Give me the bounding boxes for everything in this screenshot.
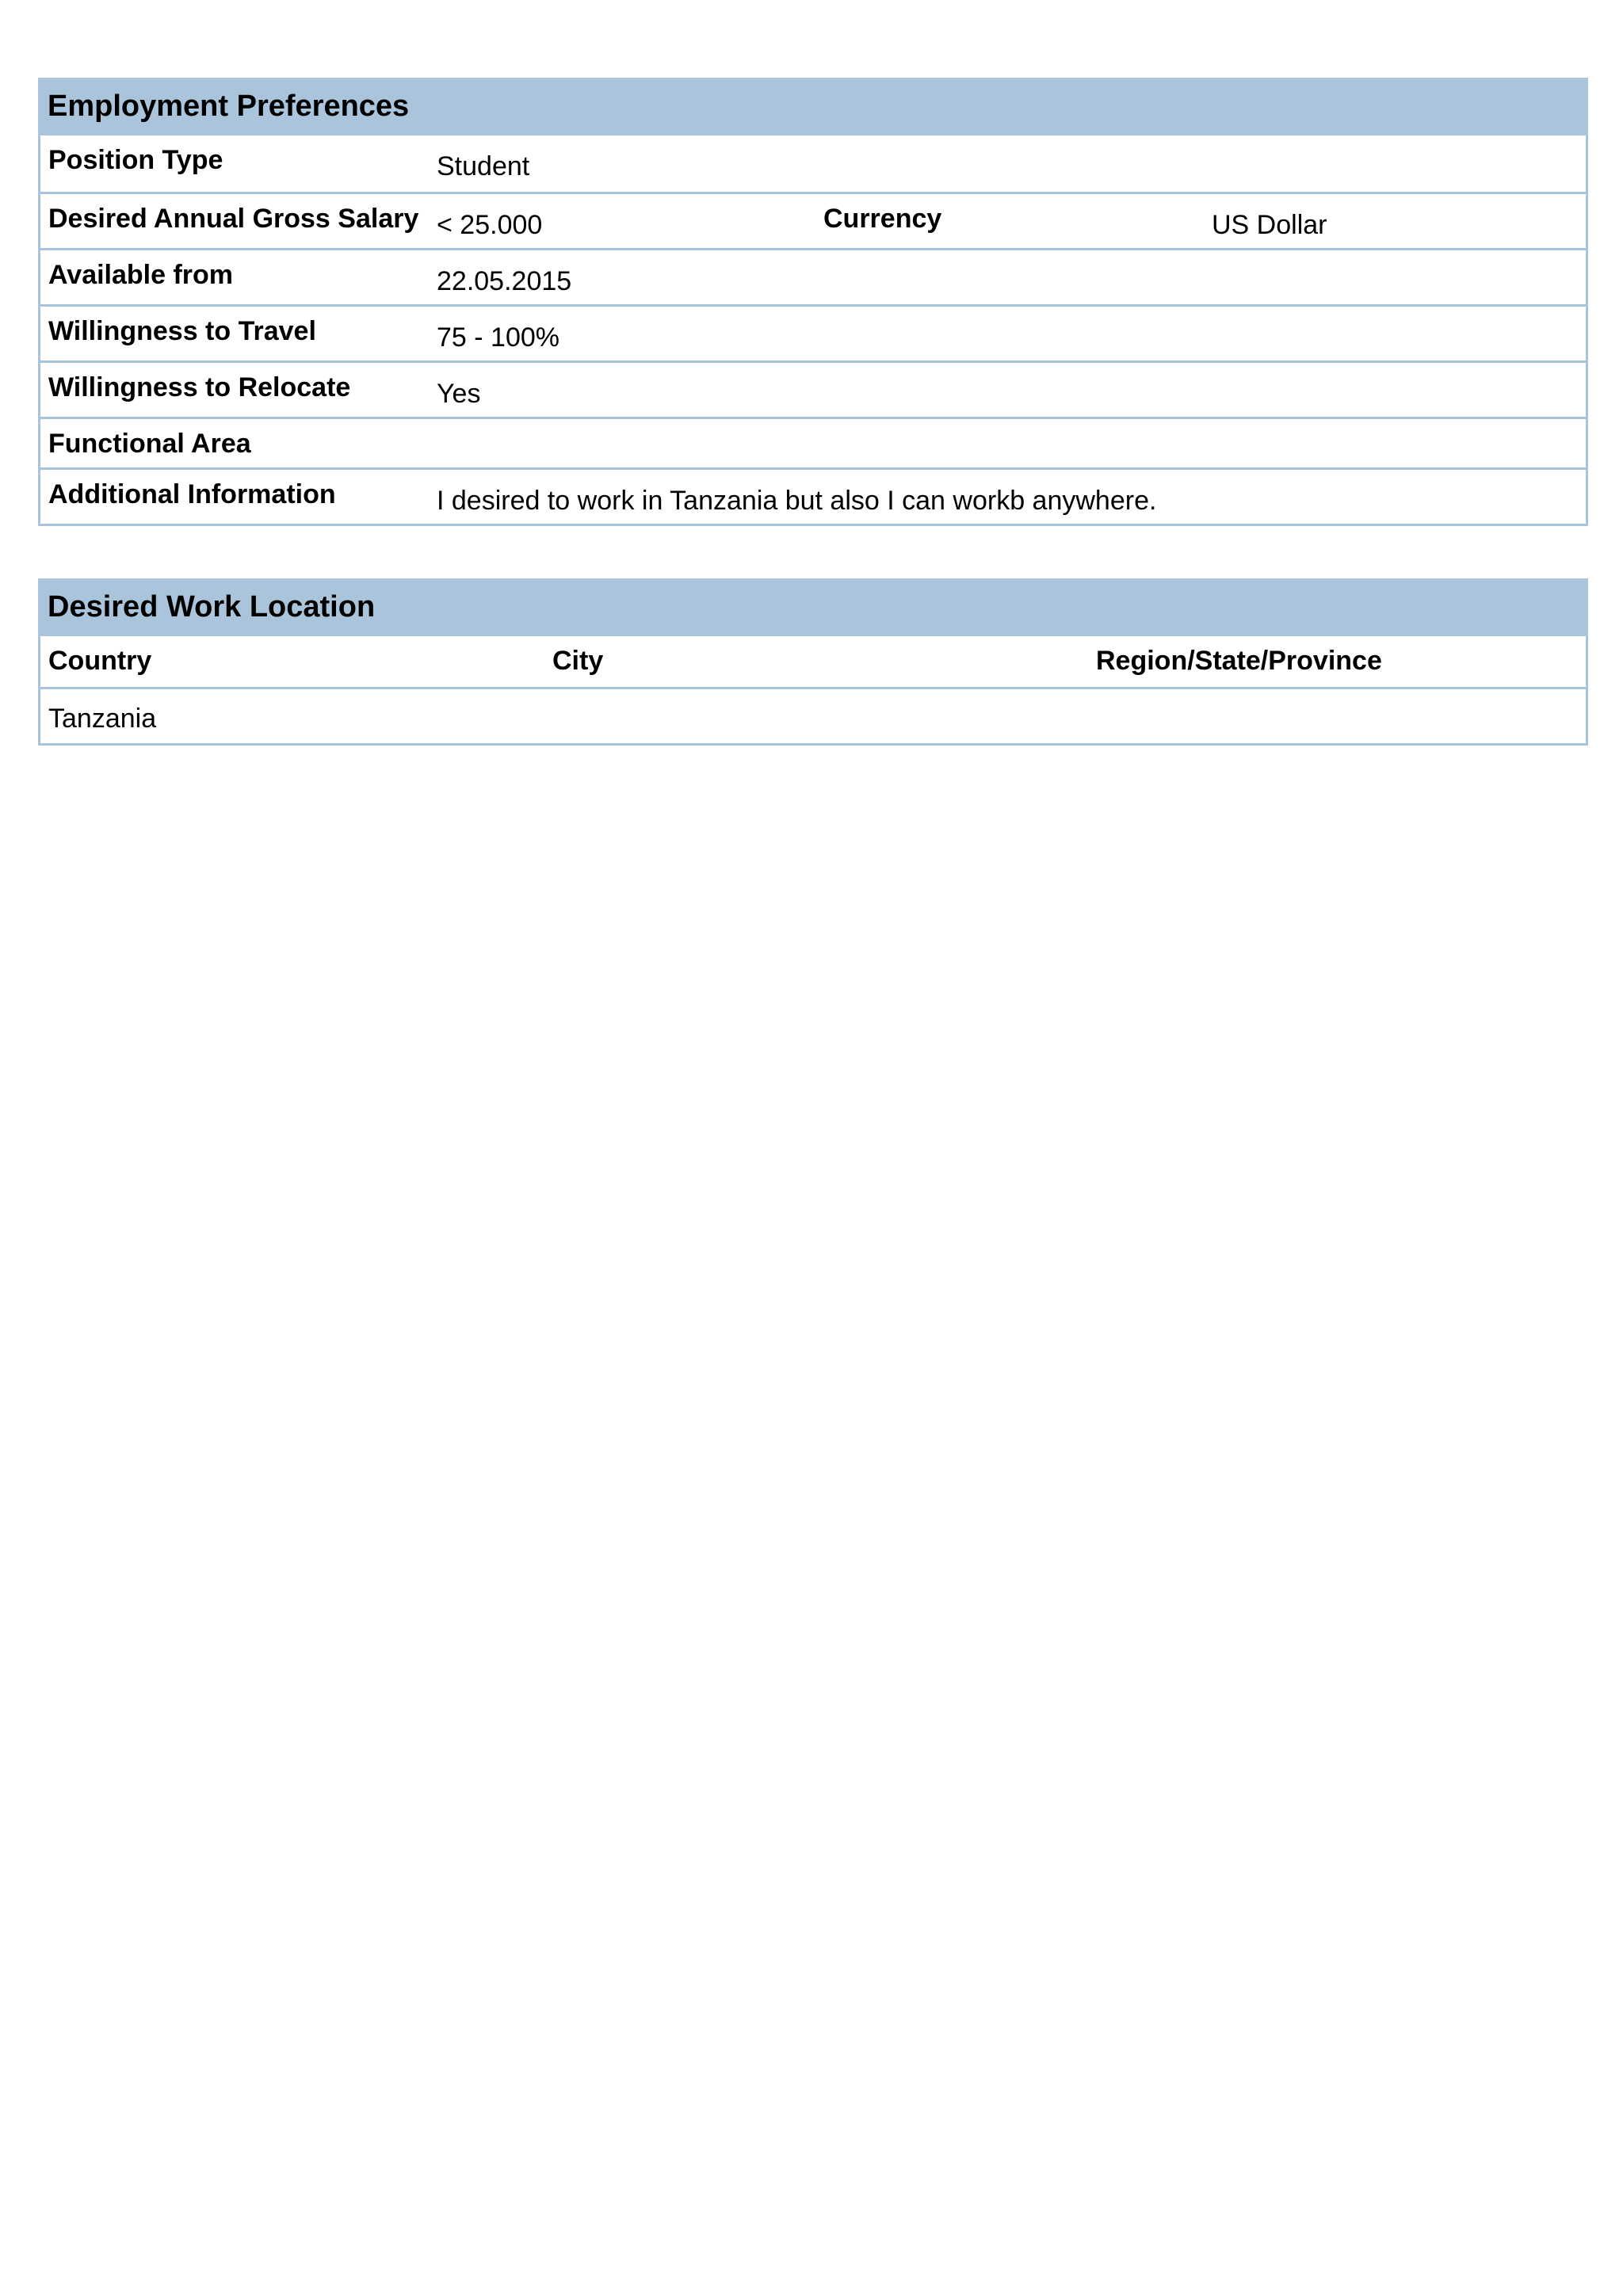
additional-info-label: Additional Information [48, 479, 336, 509]
position-type-row [40, 135, 1586, 192]
relocate-label: Willingness to Relocate [48, 372, 351, 402]
relocate-value: Yes [437, 379, 481, 409]
desired-work-location-title: Desired Work Location [38, 578, 1588, 636]
available-from-label: Available from [48, 260, 234, 290]
employment-preferences-title: Employment Preferences [38, 78, 1588, 135]
salary-label: Desired Annual Gross Salary [48, 204, 419, 234]
functional-area-row [40, 417, 1586, 467]
table-row [40, 687, 1586, 743]
desired-work-location-section [38, 578, 1588, 746]
salary-value: < 25.000 [437, 210, 543, 240]
region-column-header: Region/State/Province [1096, 646, 1382, 676]
available-from-row [40, 248, 1586, 304]
currency-value: US Dollar [1212, 210, 1327, 240]
functional-area-label: Functional Area [48, 429, 251, 459]
currency-label: Currency [823, 204, 942, 234]
country-cell: Tanzania [48, 704, 157, 734]
country-column-header: Country [48, 646, 152, 676]
travel-label: Willingness to Travel [48, 316, 316, 346]
location-header-row [40, 636, 1586, 687]
position-type-value: Student [437, 151, 530, 181]
available-from-value: 22.05.2015 [437, 266, 572, 296]
travel-value: 75 - 100% [437, 322, 559, 353]
city-column-header: City [552, 646, 604, 676]
employment-preferences-section [38, 78, 1588, 526]
position-type-label: Position Type [48, 145, 223, 175]
travel-row [40, 304, 1586, 360]
salary-row [40, 192, 1586, 248]
relocate-row [40, 360, 1586, 417]
additional-info-row [40, 467, 1586, 524]
additional-info-value: I desired to work in Tanzania but also I can workb anywhere. [437, 486, 1157, 516]
